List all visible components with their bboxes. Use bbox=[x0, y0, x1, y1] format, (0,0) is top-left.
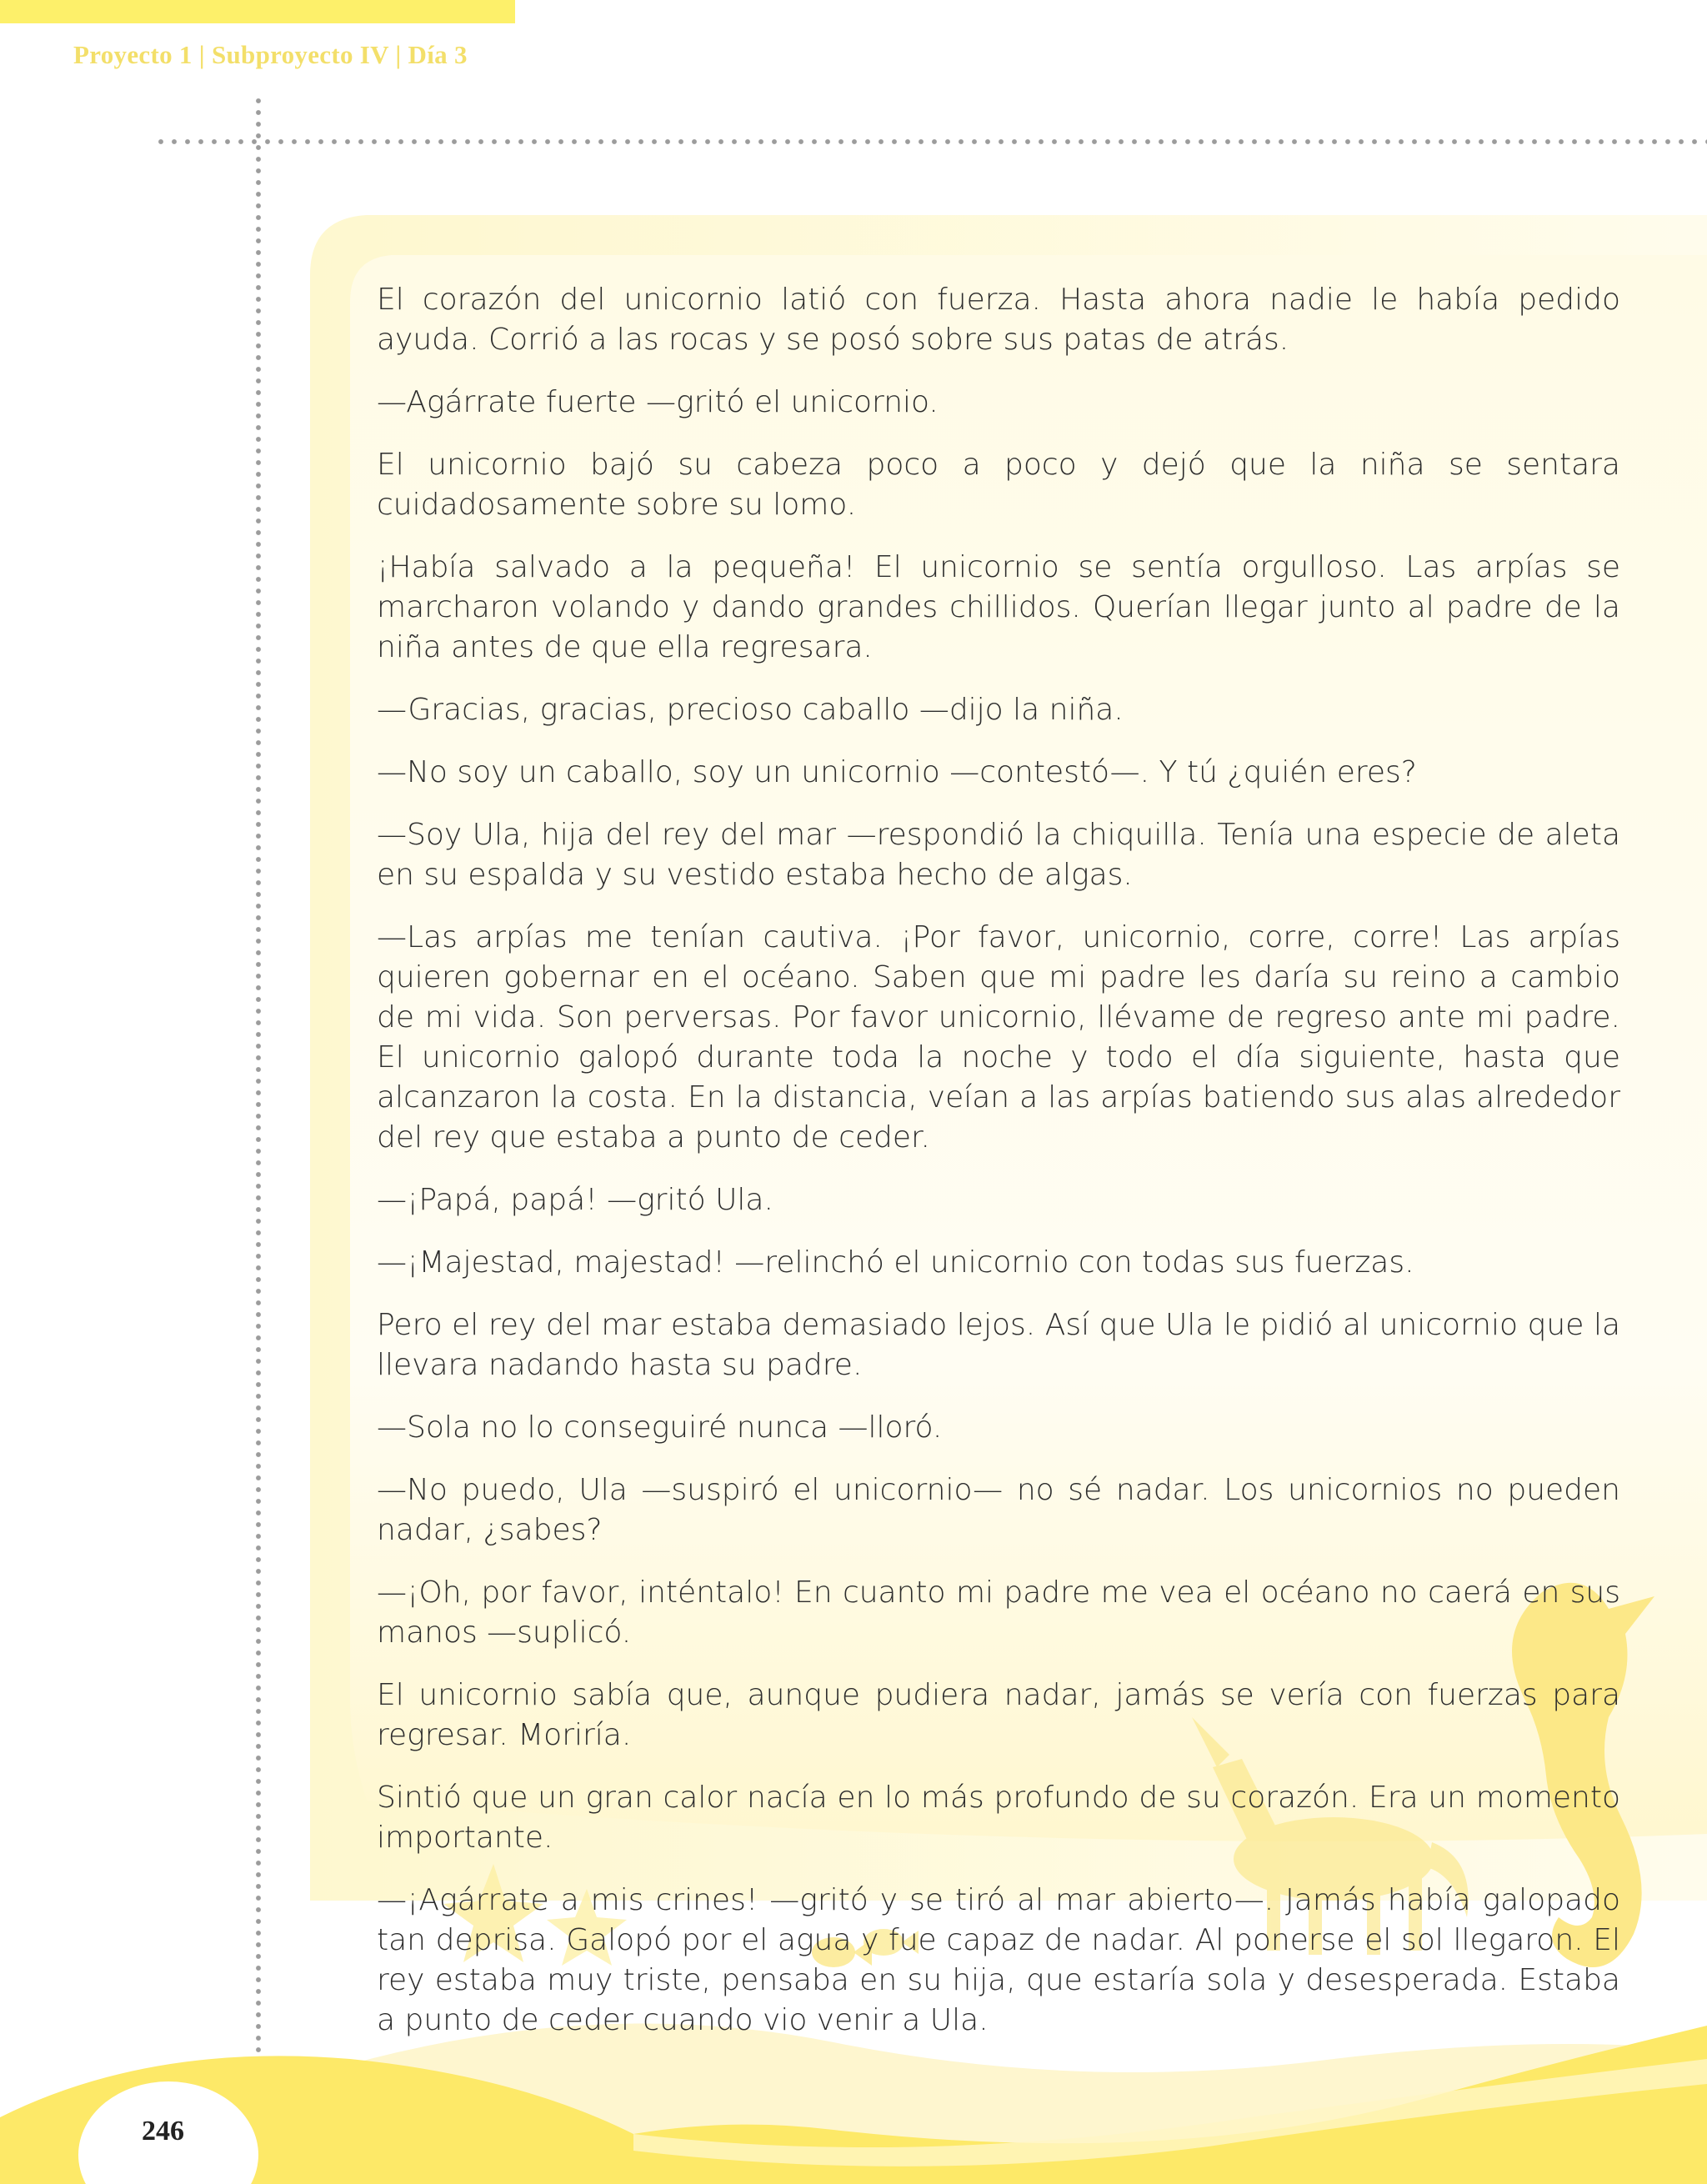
story-paragraph: —¡Oh, por favor, inténtalo! En cuanto mi padre me vea el océano no caerá en sus manos —suplicó. bbox=[377, 1575, 1620, 1650]
story-paragraph: El unicornio bajó su cabeza poco a poco y dejó que la niña se sentara cuidadosamente sobre su lomo. bbox=[377, 448, 1620, 522]
story-paragraph: ¡Había salvado a la pequeña! El unicornio se sentía orgulloso. Las arpías se marcharon volando y dando grandes chillidos. Querían llegar junto al padre de la niña antes de que ella regresara. bbox=[377, 550, 1620, 664]
story-paragraph: —Agárrate fuerte —gritó el unicornio. bbox=[377, 385, 939, 419]
section-header: Proyecto 1 | Subproyecto IV | Día 3 bbox=[73, 40, 468, 69]
story-paragraph: —¡Papá, papá! —gritó Ula. bbox=[377, 1183, 773, 1217]
story-text bbox=[377, 280, 1620, 2063]
story-paragraph: —No puedo, Ula —suspiró el unicornio— no sé nadar. Los unicornios no pueden nadar, ¿sabes? bbox=[377, 1473, 1620, 1547]
story-paragraph: —No soy un caballo, soy un unicornio —contestó—. Y tú ¿quién eres? bbox=[377, 755, 1417, 789]
story-paragraph: —Soy Ula, hija del rey del mar —respondió la chiquilla. Tenía una especie de aleta en su espalda y su vestido estaba hecho de algas. bbox=[377, 818, 1620, 892]
story-paragraph: —Sola no lo conseguiré nunca —lloró. bbox=[377, 1410, 943, 1445]
page-number: 246 bbox=[142, 2116, 184, 2146]
story-paragraph: El unicornio sabía que, aunque pudiera nadar, jamás se vería con fuerzas para regresar. Moriría. bbox=[377, 1678, 1620, 1752]
story-paragraph: —Las arpías me tenían cautiva. ¡Por favor, unicornio, corre, corre! Las arpías quieren gobernar en el océano. Saben que mi padre les daría su reino a cambio de mi vida. Son perversas. Por favor unicornio, llévame de regreso ante mi padre. El unicornio galopó durante toda la noche y todo el día siguiente, hasta que alcanzaron la costa. En la distancia, veían a las arpías batiendo sus alas alrededor del rey que estaba a punto de ceder. bbox=[377, 920, 1620, 1155]
story-paragraph: —Gracias, gracias, precioso caballo —dijo la niña. bbox=[377, 693, 1124, 727]
story-paragraph: —¡Agárrate a mis crines! —gritó y se tiró al mar abierto—. Jamás había galopado tan deprisa. Galopó por el agua y fue capaz de nadar. Al ponerse el sol llegaron. El rey estaba muy triste, pensaba en su hija, que estaría sola y desesperada. Estaba a punto de ceder cuando vio venir a Ula. bbox=[377, 1883, 1620, 2037]
story-paragraph: —¡Majestad, majestad! —relinchó el unicornio con todas sus fuerzas. bbox=[377, 1245, 1414, 1280]
story-paragraph: El corazón del unicornio latió con fuerza. Hasta ahora nadie le había pedido ayuda. Corrió a las rocas y se posó sobre sus patas de atrás. bbox=[377, 283, 1620, 357]
story-paragraph: Pero el rey del mar estaba demasiado lejos. Así que Ula le pidió al unicornio que la llevara nadando hasta su padre. bbox=[377, 1308, 1620, 1382]
story-paragraph: Sintió que un gran calor nacía en lo más profundo de su corazón. Era un momento importante. bbox=[377, 1781, 1620, 1855]
